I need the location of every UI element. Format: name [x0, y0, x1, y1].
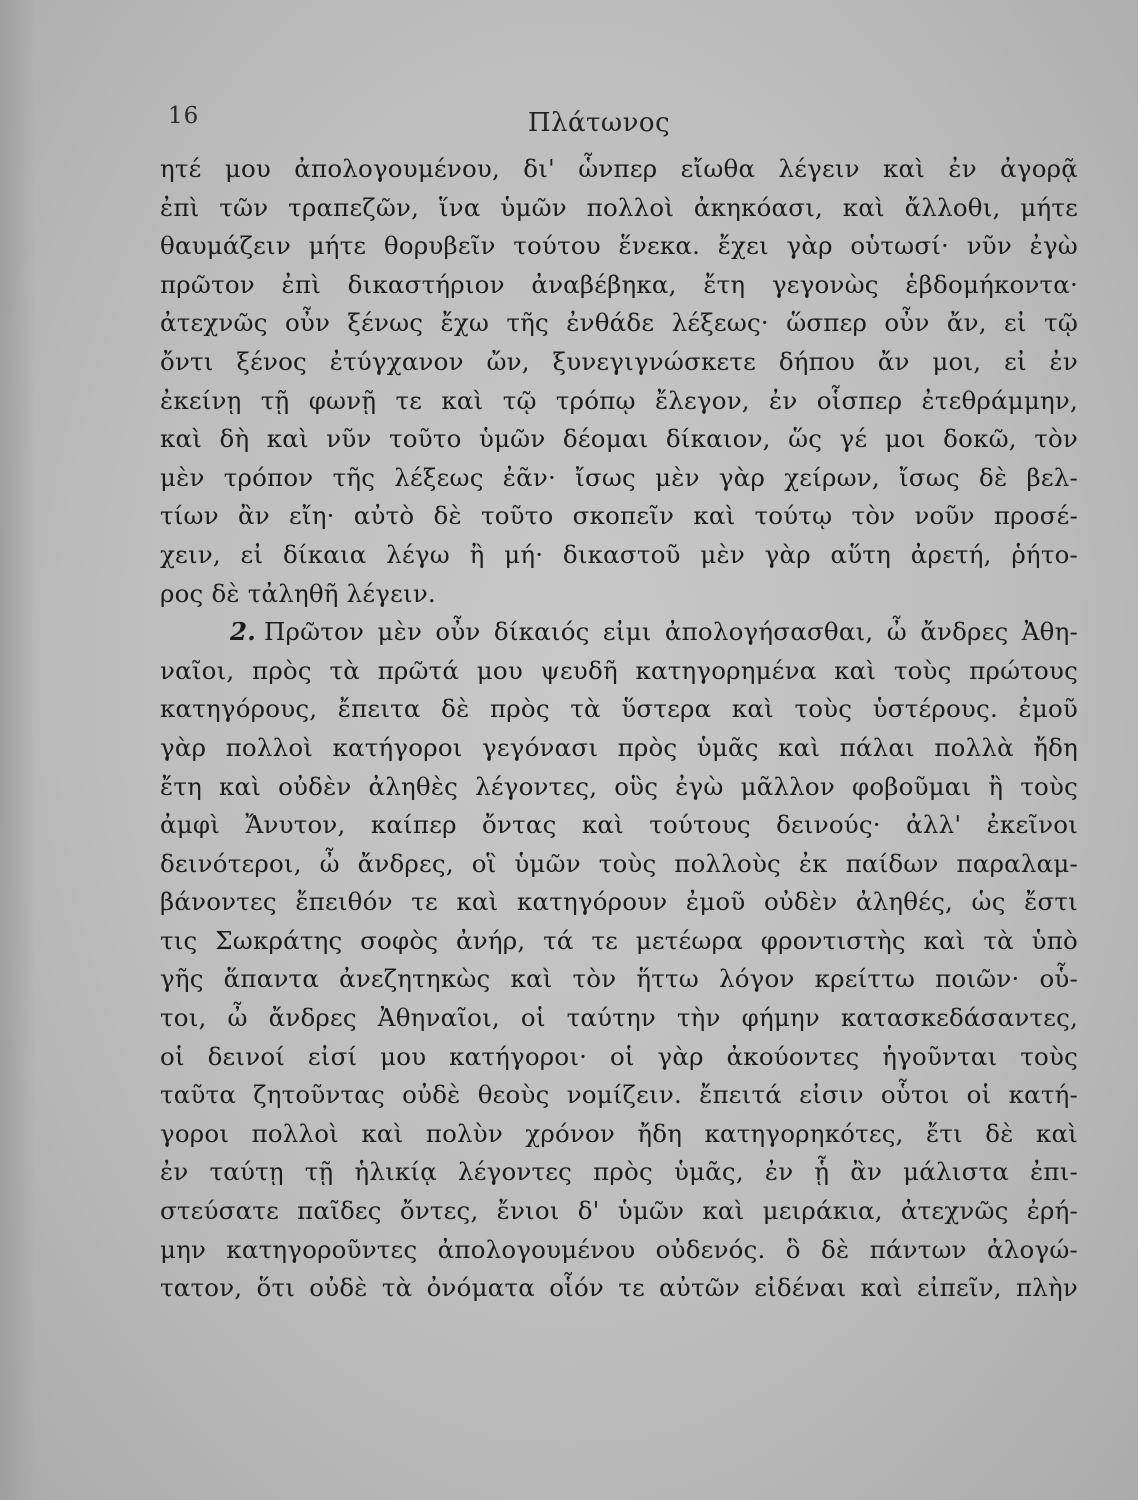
running-head: Πλάτωνος [527, 108, 671, 138]
text-line: ἐκείνῃ τῇ φωνῇ τε καὶ τῷ τρόπῳ ἔλεγον, ἐν οἷσπερ ἐτεθράμμην, [160, 385, 1078, 415]
text-line: ἔτη καὶ οὐδὲν ἀληθὲς λέγοντες, οὓς ἐγὼ μᾶλλον φοβοῦμαι ἢ τοὺς [160, 771, 1078, 801]
text-line: ἀτεχνῶς οὖν ξένως ἔχω τῆς ἐνθάδε λέξεως· ὥσπερ οὖν ἄν, εἰ τῷ [160, 308, 1078, 338]
text-line: μὲν τρόπον τῆς λέξεως ἐᾶν· ἴσως μὲν γὰρ χείρων, ἴσως δὲ βελ- [160, 462, 1078, 492]
text-line: δεινότεροι, ὦ ἄνδρες, οἳ ὑμῶν τοὺς πολλοὺς ἐκ παίδων παραλαμ- [160, 848, 1078, 878]
text-line: ναῖοι, πρὸς τὰ πρῶτά μου ψευδῆ κατηγορημένα καὶ τοὺς πρώτους [160, 655, 1078, 685]
text-line: τίων ἂν εἴη· αὐτὸ δὲ τοῦτο σκοπεῖν καὶ τούτῳ τὸν νοῦν προσέ- [160, 501, 1078, 531]
text-line: γῆς ἅπαντα ἀνεζητηκὼς καὶ τὸν ἥττω λόγον κρείττω ποιῶν· οὗ- [160, 964, 1078, 994]
text-line: ὄντι ξένος ἐτύγχανον ὤν, ξυνεγιγνώσκετε δήπου ἄν μοι, εἰ ἐν [160, 346, 1078, 376]
text-line: κατηγόρους, ἔπειτα δὲ πρὸς τὰ ὕστερα καὶ τοὺς ὑστέρους. ἐμοῦ [160, 694, 1078, 724]
section-number: 2. [230, 617, 256, 647]
text-line: χειν, εἰ δίκαια λέγω ἢ μή· δικαστοῦ μὲν γὰρ αὕτη ἀρετή, ῥήτο- [160, 539, 1078, 569]
text-line: πρῶτον ἐπὶ δικαστήριον ἀναβέβηκα, ἔτη γεγονὼς ἑβδομήκοντα· [160, 269, 1078, 299]
text-line: ητέ μου ἀπολογουμένου, δι' ὧνπερ εἴωθα λέγειν καὶ ἐν ἀγορᾷ [160, 154, 1078, 183]
text-line: τοι, ὦ ἄνδρες Ἀθηναῖοι, οἱ ταύτην τὴν φήμην κατασκεδάσαντες, [160, 1003, 1078, 1033]
text-line: ἐν ταύτῃ τῇ ἡλικίᾳ λέγοντες πρὸς ὑμᾶς, ἐν ᾗ ἂν μάλιστα ἐπι- [160, 1157, 1078, 1187]
text-line: θαυμάζειν μήτε θορυβεῖν τούτου ἕνεκα. ἔχει γὰρ οὑτωσί· νῦν ἐγὼ [160, 231, 1078, 261]
text-line: τατον, ὅτι οὐδὲ τὰ ὀνόματα οἷόν τε αὐτῶν εἰδέναι καὶ εἰπεῖν, πλὴν [160, 1273, 1078, 1303]
section-first-line [160, 613, 1078, 652]
text-line: οἱ δεινοί εἰσί μου κατήγοροι· οἱ γὰρ ἀκούοντες ἡγοῦνται τοὺς [160, 1041, 1078, 1071]
text-line: στεύσατε παῖδες ὄντες, ἔνιοι δ' ὑμῶν καὶ μειράκια, ἀτεχνῶς ἐρή- [160, 1196, 1078, 1226]
text-line: μην κατηγοροῦντες ἀπολογουμένου οὐδενός. ὃ δὲ πάντων ἀλογώ- [160, 1234, 1078, 1264]
text-line: βάνοντες ἔπειθόν τε καὶ κατηγόρουν ἐμοῦ οὐδὲν ἀληθές, ὡς ἔστι [160, 887, 1078, 917]
text-line: ἐπὶ τῶν τραπεζῶν, ἵνα ὑμῶν πολλοὶ ἀκηκόασι, καὶ ἄλλοθι, μήτε [160, 192, 1078, 222]
page-gutter-shadow [0, 0, 36, 1500]
text-line: Πρῶτον μὲν οὖν δίκαιός εἰμι ἀπολογήσασθαι, ὦ ἄνδρες Ἀθη- [263, 617, 1078, 647]
text-line: καὶ δὴ καὶ νῦν τοῦτο ὑμῶν δέομαι δίκαιον, ὥς γέ μοι δοκῶ, τὸν [160, 424, 1078, 454]
text-line: ἀμφὶ Ἄνυτον, καίπερ ὄντας καὶ τούτους δεινούς· ἀλλ' ἐκεῖνοι [160, 810, 1078, 840]
text-line: ρος δὲ τἀληθῆ λέγειν. [160, 578, 436, 608]
text-line: τις Σωκράτης σοφὸς ἀνήρ, τά τε μετέωρα φροντιστὴς καὶ τὰ ὑπὸ [160, 925, 1078, 955]
text-line: γὰρ πολλοὶ κατήγοροι γεγόνασι πρὸς ὑμᾶς καὶ πάλαι πολλὰ ἤδη [160, 732, 1078, 762]
text-line: γοροι πολλοὶ καὶ πολὺν χρόνον ἤδη κατηγορηκότες, ἔτι δὲ καὶ [160, 1118, 1078, 1148]
page-number: 16 [168, 103, 200, 129]
body-text [160, 150, 1078, 1308]
text-line: ταῦτα ζητοῦντας οὐδὲ θεοὺς νομίζειν. ἔπειτά εἰσιν οὗτοι οἱ κατή- [160, 1080, 1078, 1110]
